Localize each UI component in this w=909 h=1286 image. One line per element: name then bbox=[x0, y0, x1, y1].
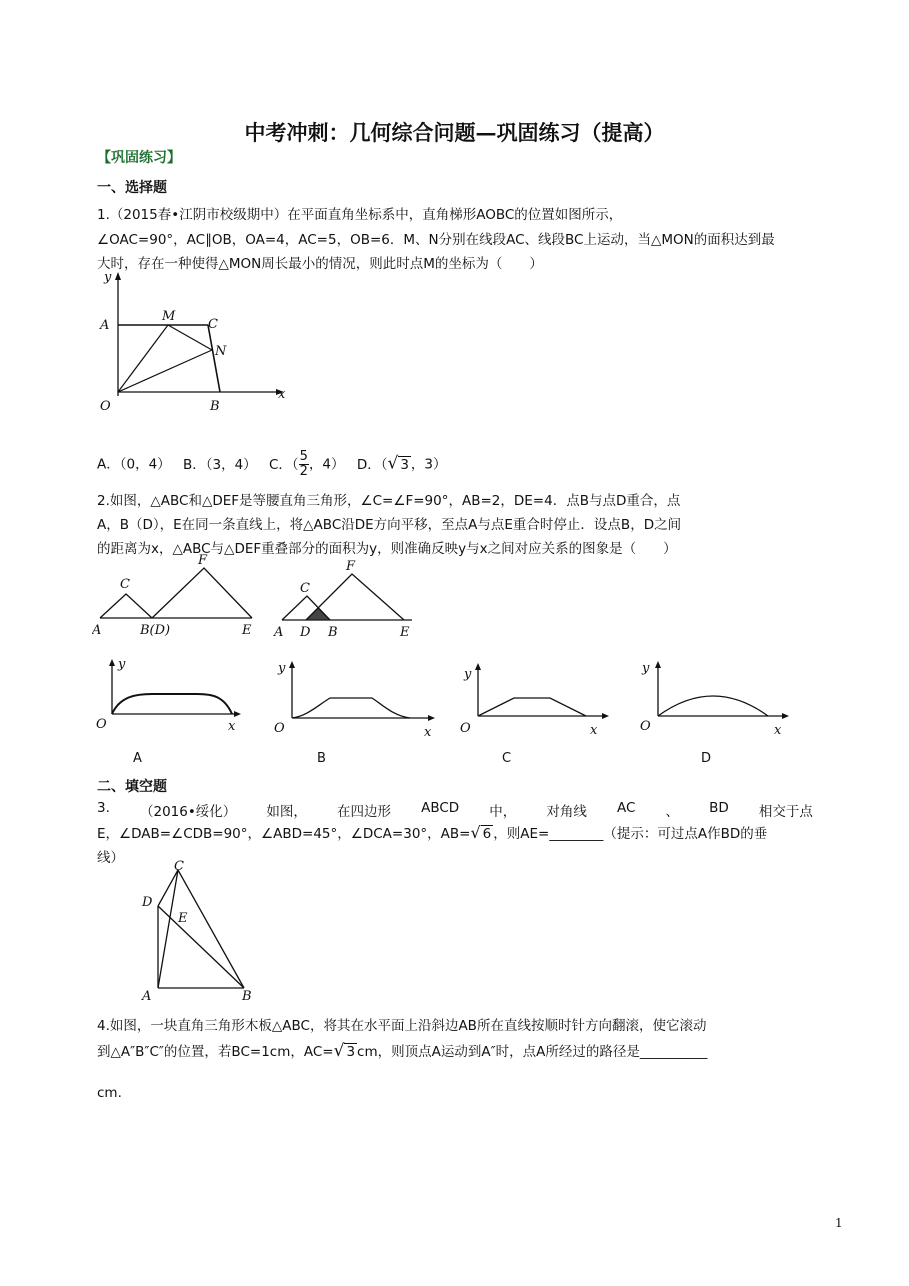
q2-f2-label-e: E bbox=[400, 625, 410, 640]
q2-f1-label-e: E bbox=[242, 623, 252, 638]
q2-triangles-figure-2 bbox=[272, 556, 422, 646]
q2-f2-label-b: B bbox=[328, 625, 338, 640]
q1-label-m: M bbox=[162, 309, 176, 324]
q1-label-c: C bbox=[208, 317, 218, 332]
q1-line-3: 大时，存在一种使得△MON周长最小的情况，则此时点M的坐标为（ ） bbox=[97, 256, 543, 272]
q3-label-d: D bbox=[142, 895, 153, 910]
q2-graph-a-y: y bbox=[118, 657, 126, 672]
section-heading-fill: 二、填空题 bbox=[97, 779, 167, 795]
q2-f2-label-c: C bbox=[300, 581, 310, 596]
q2-f1-label-bd: B(D) bbox=[140, 623, 171, 638]
q1-line-2: ∠OAC=90°，AC∥OB，OA=4，AC=5，OB=6．M、N分别在线段AC、线段BC上运动，当△MON的面积达到最 bbox=[97, 232, 775, 248]
q2-graph-c bbox=[458, 660, 618, 740]
q1-option-d-pre: D．（ bbox=[356, 456, 388, 473]
q1-option-c-post: ，4） bbox=[308, 456, 345, 473]
q1-label-o: O bbox=[100, 399, 111, 414]
q1-option-c-pre: C．（ bbox=[268, 456, 299, 473]
q2-f1-label-f: F bbox=[198, 553, 208, 568]
q2-choice-b: B bbox=[317, 751, 326, 766]
q3-line-3: 线） bbox=[97, 850, 124, 866]
q2-line-2: A，B（D），E在同一条直线上，将△ABC沿DE方向平移，至点A与点E重合时停止．设点B，D之间 bbox=[97, 517, 682, 533]
q1-option-a: A．（0，4） bbox=[97, 456, 171, 473]
q2-f1-label-c: C bbox=[120, 577, 130, 592]
q2-graph-c-x: x bbox=[590, 723, 598, 738]
page-title: 中考冲刺：几何综合问题—巩固练习（提高） bbox=[244, 120, 665, 145]
q2-graph-a-x: x bbox=[228, 719, 236, 734]
q2-graph-d-y: y bbox=[642, 661, 650, 676]
q1-options bbox=[97, 450, 447, 479]
q2-choice-d: D bbox=[701, 751, 712, 766]
q3-label-e: E bbox=[178, 911, 188, 926]
q2-graph-b bbox=[272, 658, 440, 744]
q1-option-d-post: ，3） bbox=[410, 456, 447, 473]
q1-option-d-sqrt-icon: √ bbox=[387, 453, 399, 474]
q3-label-a: A bbox=[142, 989, 152, 1004]
q2-f1-label-a: A bbox=[92, 623, 102, 638]
q2-graph-c-y: y bbox=[464, 667, 472, 682]
q1-line-1: 1.（2015春•江阴市校级期中）在平面直角坐标系中，直角梯形AOBC的位置如图所示， bbox=[97, 207, 623, 223]
q2-choice-a: A bbox=[133, 751, 142, 766]
q4-line-3: cm. bbox=[97, 1085, 122, 1101]
q2-graph-d-o: O bbox=[640, 719, 651, 734]
q2-graph-d bbox=[638, 658, 798, 738]
q3-label-c: C bbox=[174, 859, 184, 874]
q2-f2-label-f: F bbox=[346, 559, 356, 574]
q2-graph-b-x: x bbox=[424, 725, 432, 740]
q1-trapezoid-figure bbox=[96, 268, 296, 418]
q2-choice-c: C bbox=[502, 751, 512, 766]
q2-graph-d-x: x bbox=[774, 723, 782, 738]
q4-sqrt-icon: √ bbox=[333, 1041, 345, 1061]
q2-graph-b-y: y bbox=[278, 661, 286, 676]
q1-option-b: B．（3，4） bbox=[182, 456, 257, 473]
q1-option-c-fraction: $\frac{5}{2}$ bbox=[299, 449, 308, 479]
q2-line-3: 的距离为x，△ABC与△DEF重叠部分的面积为y，则准确反映y与x之间对应关系的图象是（ ） bbox=[97, 541, 677, 557]
q2-f2-label-a: A bbox=[274, 625, 284, 640]
section-tag: 【巩固练习】 bbox=[97, 150, 181, 166]
q1-label-n: N bbox=[215, 344, 227, 359]
page-number: 1 bbox=[835, 1216, 843, 1230]
q4-line-2: 到△A″B″C″的位置，若BC=1cm，AC=√ 3 cm，则顶点A运动到A″时，点A所经过的路径是__________ bbox=[97, 1041, 708, 1061]
q2-graph-a-o: O bbox=[96, 717, 107, 732]
q2-graph-c-o: O bbox=[460, 721, 471, 736]
q1-label-y: y bbox=[104, 270, 112, 285]
q1-option-d-radicand: 3 bbox=[400, 456, 409, 473]
q2-f2-label-d: D bbox=[300, 625, 311, 640]
q3-line-1: 3. （2016•绥化） 如图， 在四边形 ABCD 中， 对角线 AC 、 BD 相交于点 bbox=[97, 800, 813, 820]
q3-quadrilateral-figure bbox=[138, 858, 268, 1006]
q2-triangles-figure-1 bbox=[92, 552, 267, 642]
q2-graph-a bbox=[92, 656, 252, 736]
q3-sqrt-icon: √ bbox=[470, 823, 481, 842]
q3-line-2: E，∠DAB=∠CDB=90°，∠ABD=45°，∠DCA=30°，AB=√ 6 ，则AE=________（提示：可过点A作BD的垂 bbox=[97, 823, 768, 842]
q1-label-x: x bbox=[278, 387, 286, 402]
q3-label-b: B bbox=[242, 989, 252, 1004]
q1-label-a: A bbox=[100, 318, 110, 333]
q1-label-b: B bbox=[210, 399, 220, 414]
q4-line-1: 4.如图，一块直角三角形木板△ABC，将其在水平面上沿斜边AB所在直线按顺时针方向翻滚，使它滚动 bbox=[97, 1018, 707, 1034]
q2-graph-b-o: O bbox=[274, 721, 285, 736]
q2-line-1: 2.如图，△ABC和△DEF是等腰直角三角形，∠C=∠F=90°，AB=2，DE=4．点B与点D重合，点 bbox=[97, 493, 681, 509]
section-heading-choice: 一、选择题 bbox=[97, 180, 167, 196]
